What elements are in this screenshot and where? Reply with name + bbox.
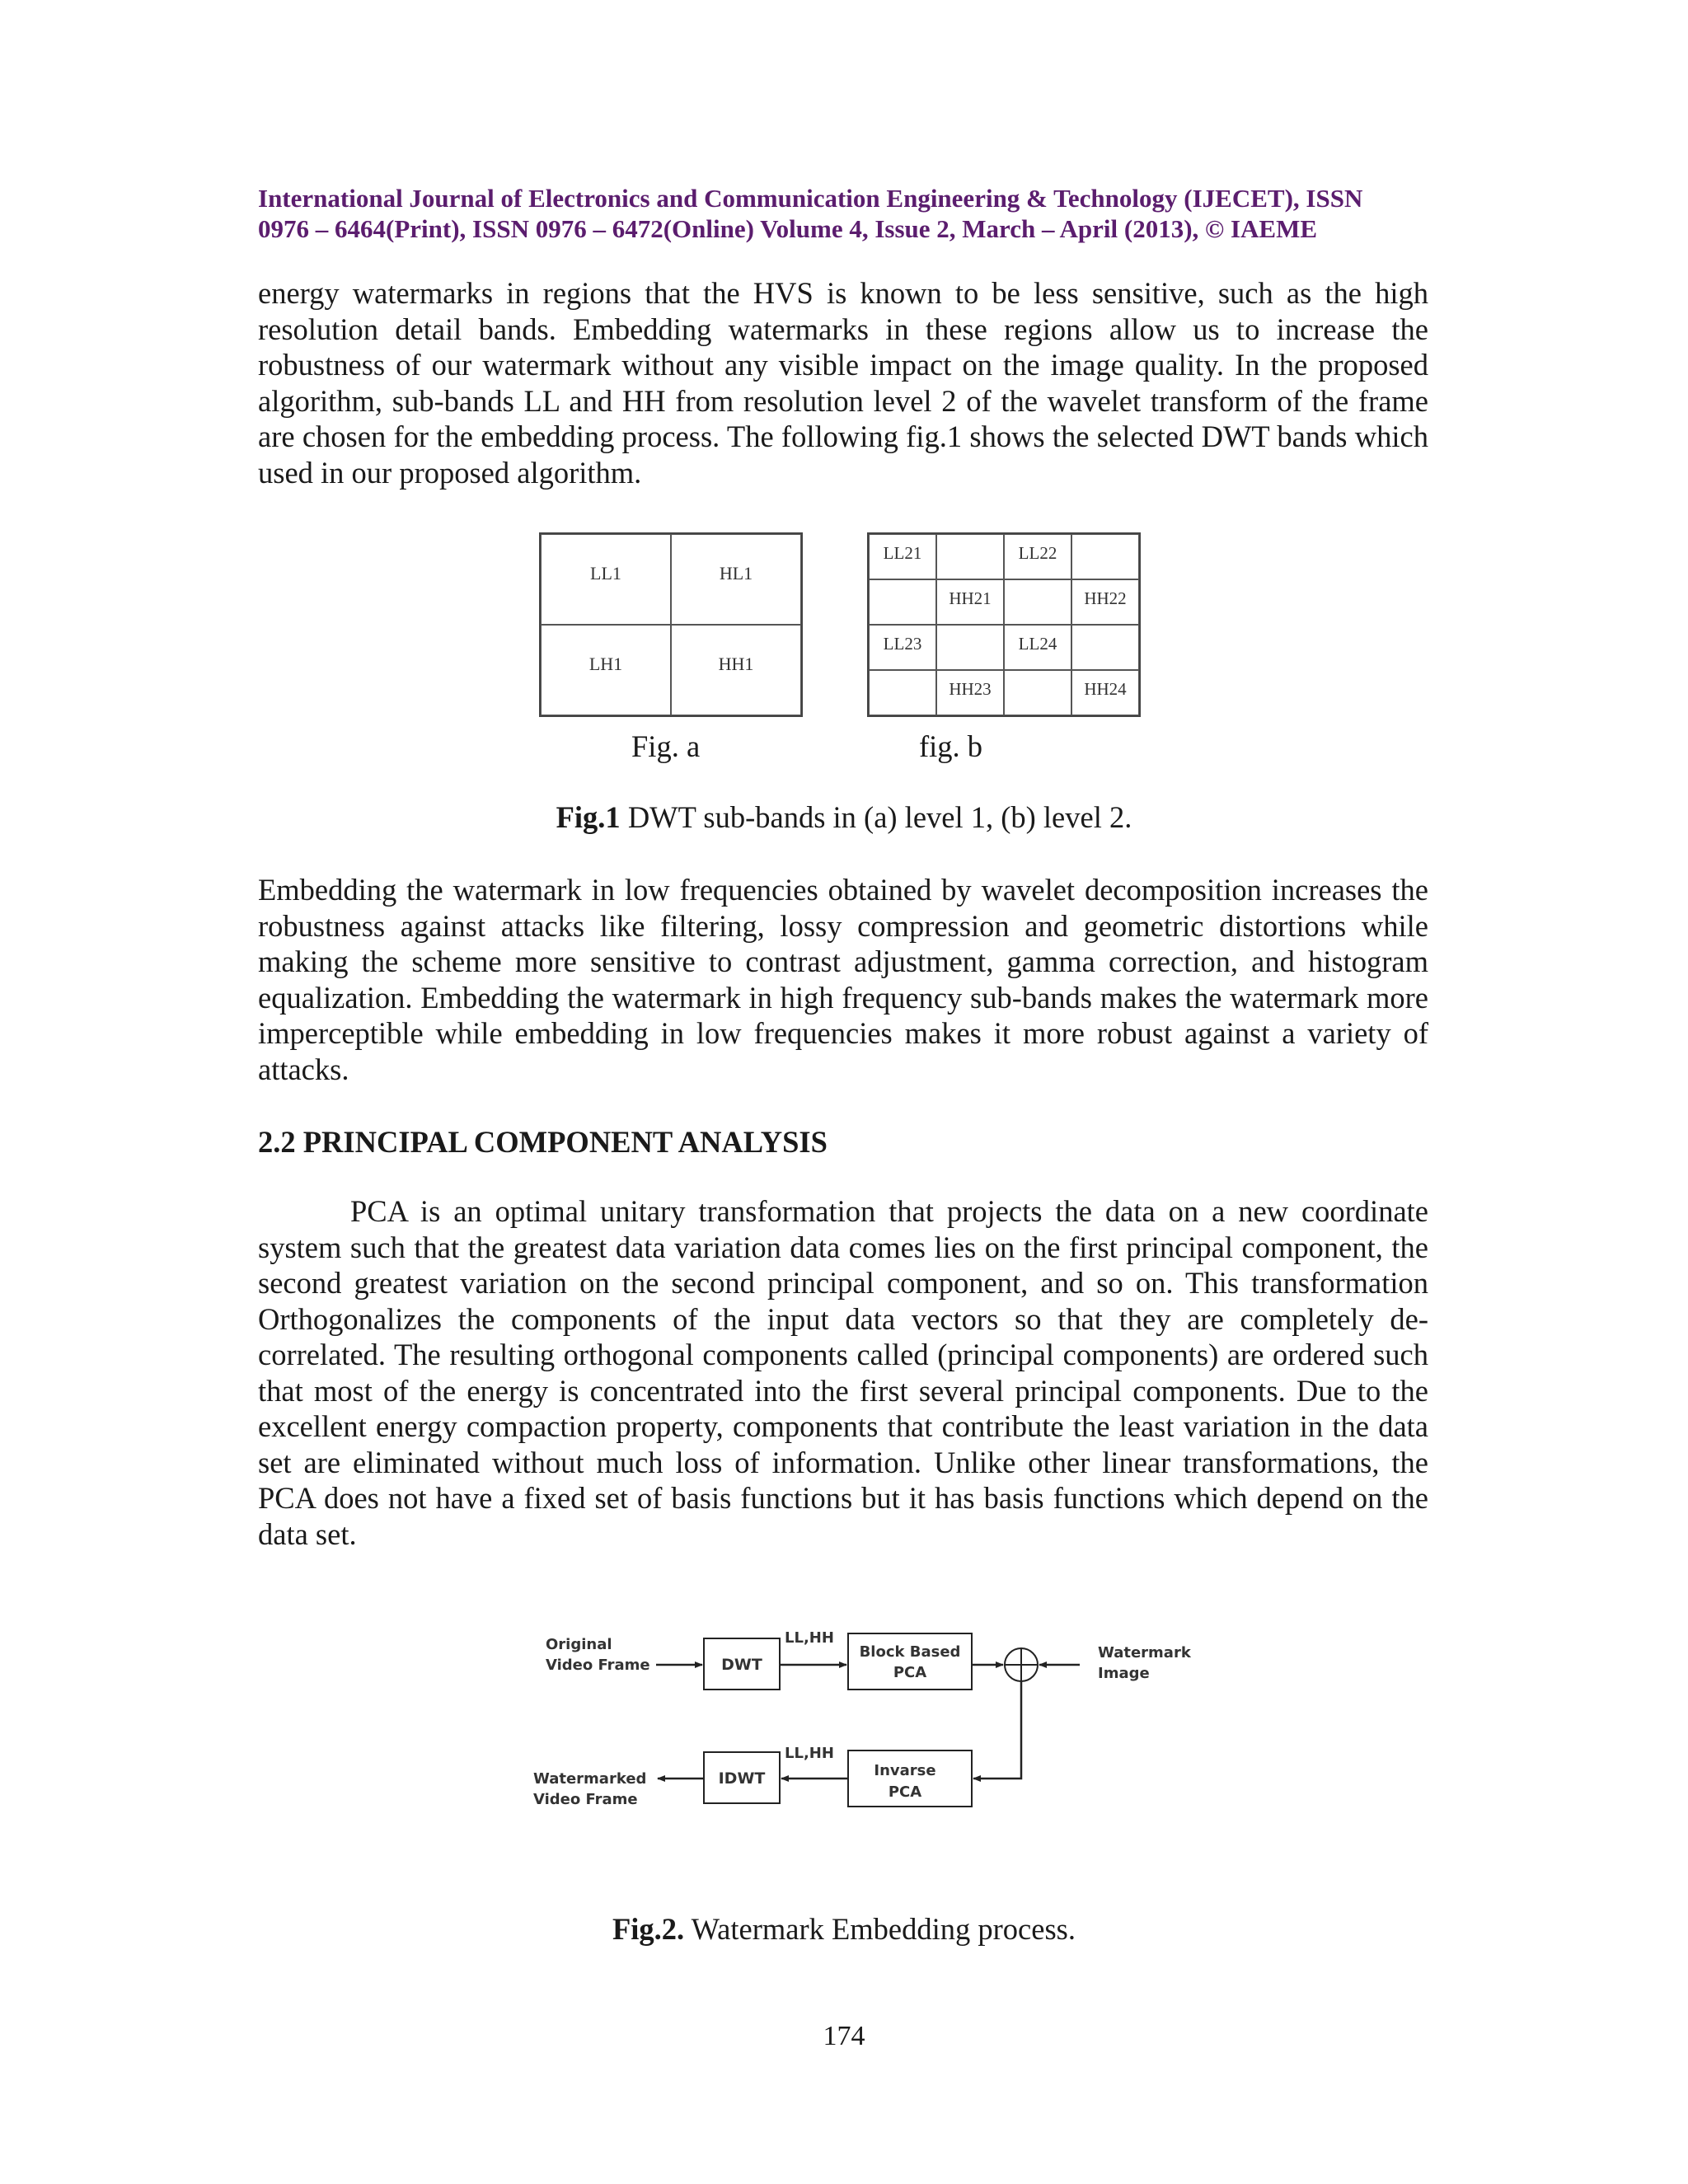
watermark-image-label-line1: Watermark [1098, 1644, 1191, 1661]
subband-cell: LL22 [1004, 534, 1071, 579]
block-pca-label-line1: Block Based [859, 1643, 961, 1661]
original-label-line1: Original [546, 1636, 612, 1653]
subband-cell: LL21 [869, 534, 936, 579]
idwt-block-label: IDWT [718, 1769, 766, 1788]
subband-cell [936, 534, 1004, 579]
fig2-block-diagram [511, 1615, 1220, 1821]
fig2-caption-label: Fig.2. [612, 1912, 685, 1946]
subband-cell: LH1 [541, 625, 671, 715]
subband-cell [936, 625, 1004, 670]
subband-cell [1071, 534, 1139, 579]
fig1-grid-level2 [867, 532, 1141, 717]
subband-cell [869, 579, 936, 625]
dwt-block-label: DWT [721, 1656, 762, 1674]
journal-header-line-1: International Journal of Electronics and Communication Engineering & Technology (IJECET), ISSN [258, 184, 1363, 213]
llhh-bottom-label: LL,HH [785, 1745, 834, 1762]
fig2-caption-text: Watermark Embedding process. [684, 1912, 1076, 1946]
watermarked-label-line2: Video Frame [533, 1791, 638, 1808]
subband-cell: HH23 [936, 670, 1004, 715]
paragraph-dwt-bands: energy watermarks in regions that the HVS is known to be less sensitive, such as the high resolution detail bands. Embedding watermarks in these regions allow us to increase the robustness of our watermark without any visible impact on the image quality. In the proposed algorithm, sub-bands LL and HH from resolution level 2 of the wavelet transform of the frame are chosen for the embedding process. The following fig.1 shows the selected DWT bands which used in our proposed algorithm. [258, 276, 1428, 490]
paragraph-embedding: Embedding the watermark in low frequencies obtained by wavelet decomposition increases the robustness against attacks like filtering, lossy compression and geometric distortions while making the scheme more sensitive to contrast adjustment, gamma correction, and histogram equalization. Embedding the watermark in high frequency sub-bands makes the watermark more imperceptible while embedding in low frequencies makes it more robust against a variety of attacks. [258, 873, 1428, 1086]
subband-cell: LL1 [541, 534, 671, 625]
block-pca-label-line2: PCA [893, 1664, 927, 1681]
watermarked-label-line1: Watermarked [533, 1770, 647, 1788]
watermark-image-label-line2: Image [1098, 1665, 1150, 1682]
inverse-pca-label-line2: PCA [888, 1783, 922, 1801]
subband-cell [1004, 670, 1071, 715]
subband-cell [1004, 579, 1071, 625]
subband-cell [869, 670, 936, 715]
subband-cell: HL1 [671, 534, 801, 625]
subband-cell: HH24 [1071, 670, 1139, 715]
journal-header [258, 183, 1428, 244]
fig1-caption-label: Fig.1 [556, 800, 621, 834]
llhh-top-label: LL,HH [785, 1629, 834, 1647]
original-label-line2: Video Frame [546, 1657, 650, 1674]
paragraph-pca: PCA is an optimal unitary transformation that projects the data on a new coordinate system such that the greatest data variation data comes lies on the first principal component, the second greatest variation on the second principal component, and so on. This transformation Orthogonalizes the components of the input data vectors so that they are completely de-correlated. The resulting orthogonal components called (principal components) are ordered such that most of the energy is concentrated into the first several principal components. Due to the excellent energy compaction property, components that contribute the least variation in the data set are eliminated without much loss of information. Unlike other linear transformations, the PCA does not have a fixed set of basis functions but it has basis functions which depend on the data set. [258, 1194, 1428, 1551]
section-heading: 2.2 PRINCIPAL COMPONENT ANALYSIS [258, 1125, 828, 1159]
subband-cell: LL24 [1004, 625, 1071, 670]
fig1-caption [0, 799, 1688, 836]
fig1-subcaption-a: Fig. a [631, 729, 701, 763]
fig1-subcaption-b: fig. b [919, 729, 983, 763]
subband-cell: LL23 [869, 625, 936, 670]
inverse-pca-label-line1: Invarse [874, 1762, 936, 1779]
journal-header-line-2: 0976 – 6464(Print), ISSN 0976 – 6472(Online) Volume 4, Issue 2, March – April (2013), © IAEME [258, 214, 1318, 243]
fig1-grid-level1 [539, 532, 803, 717]
subband-cell: HH1 [671, 625, 801, 715]
arrow-adder-to-inverse-pca [973, 1681, 1021, 1779]
subband-cell: HH22 [1071, 579, 1139, 625]
subband-cell [1071, 625, 1139, 670]
fig2-caption [0, 1911, 1688, 1947]
page-number: 174 [823, 2021, 865, 2051]
fig1-caption-text: DWT sub-bands in (a) level 1, (b) level 2. [620, 800, 1132, 834]
subband-cell: HH21 [936, 579, 1004, 625]
